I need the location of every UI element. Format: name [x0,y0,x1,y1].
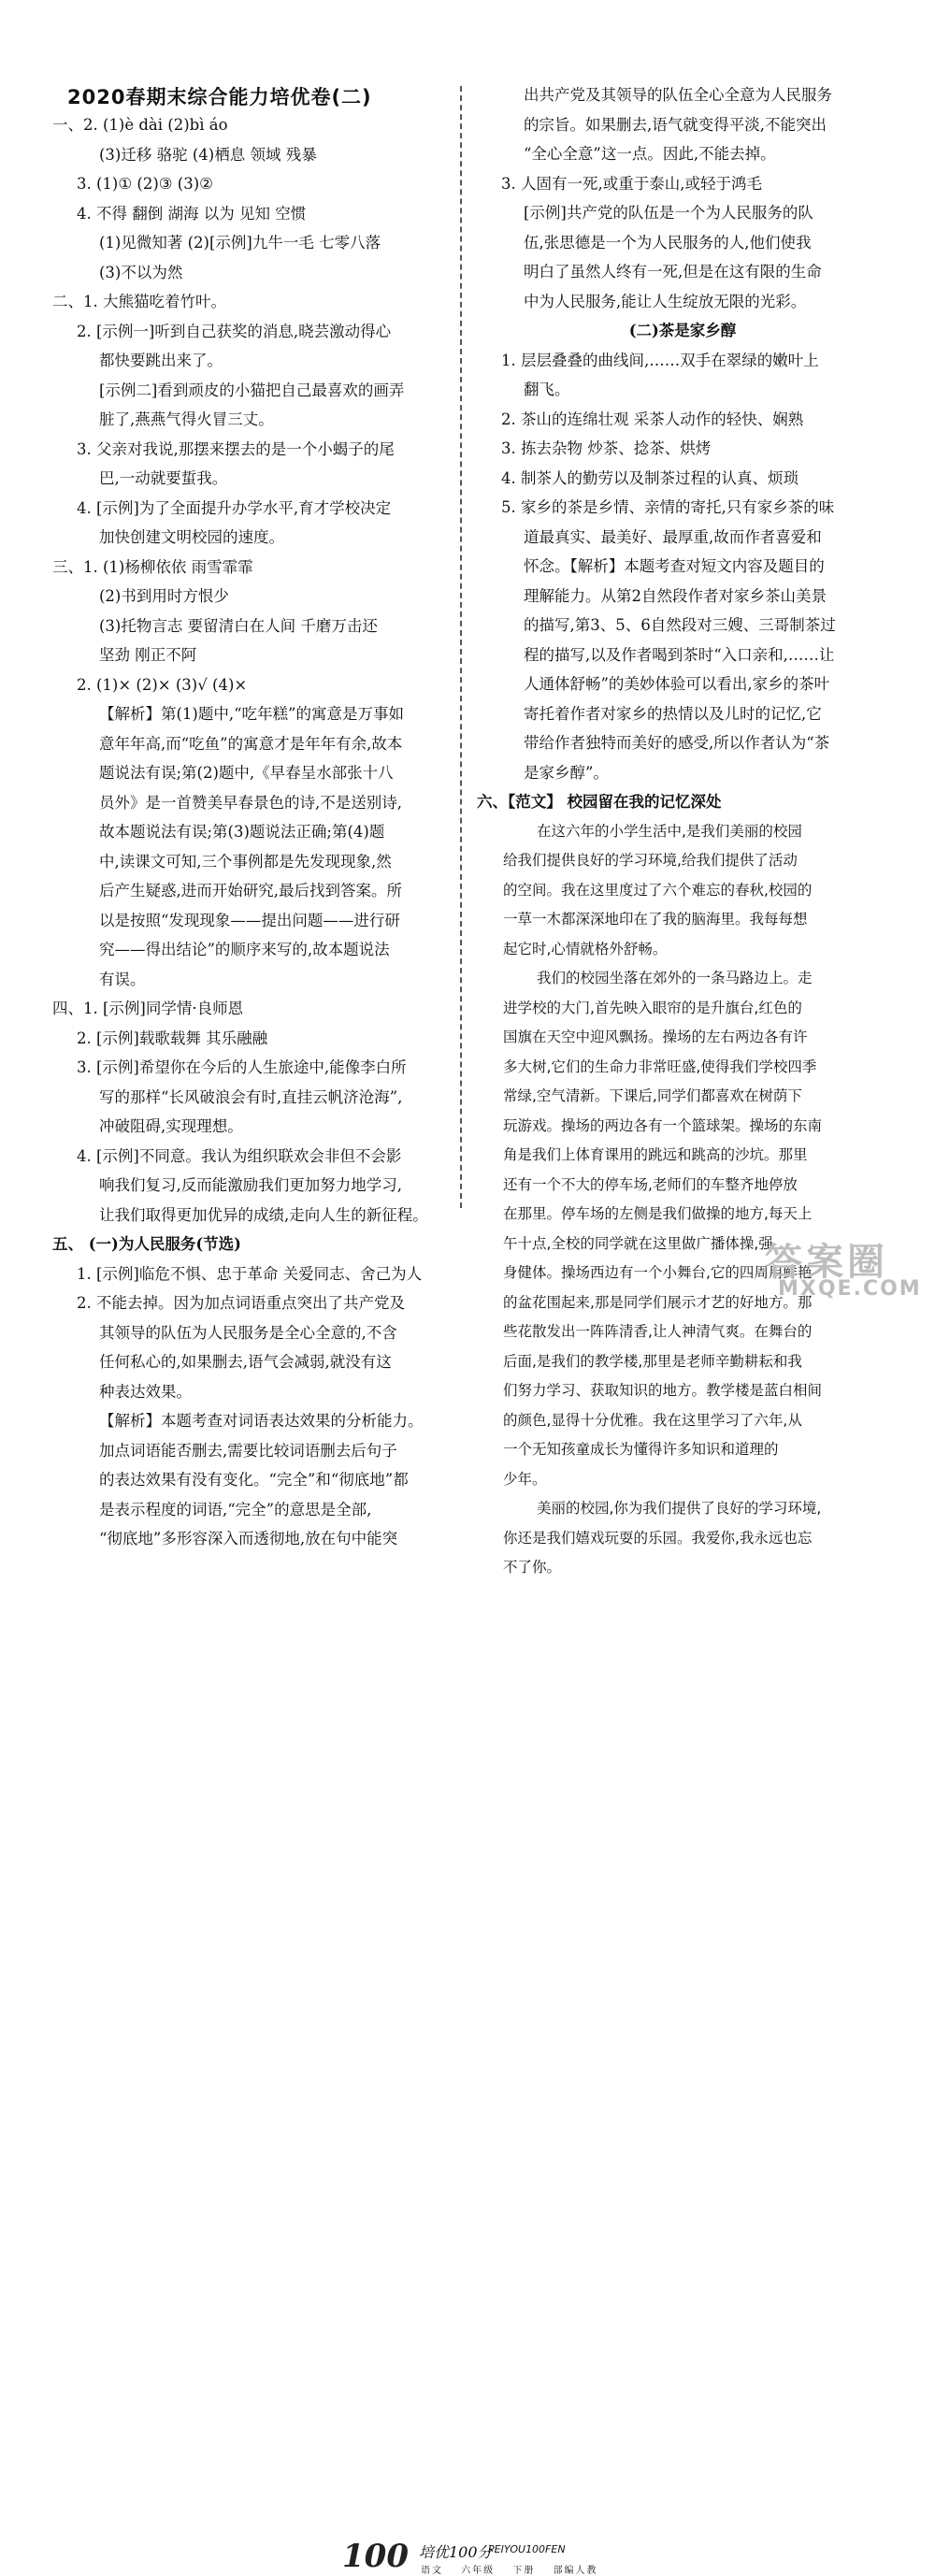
text-line: 3. 拣去杂物 炒茶、捻茶、烘烤 [501,439,712,457]
text-line: 4. [示例]为了全面提升办学水平,育才学校决定 [77,498,392,517]
text-line: “全心全意”这一点。因此,不能去掉。 [524,145,776,163]
text-line: (二)茶是家乡醇 [628,322,737,339]
text-line: 【解析】第(1)题中,“吃年糕”的寓意是万事如 [99,705,404,723]
text-line: 起它时,心情就格外舒畅。 [503,940,668,957]
text-line: 脏了,燕燕气得火冒三丈。 [99,410,274,428]
text-line: 坚劲 刚正不阿 [99,646,197,664]
brand-name-en: PEIYOU100FEN [488,2543,566,2555]
text-line: 身健体。操场西边有一个小舞台,它的四周用鲜艳 [503,1264,813,1281]
text-line: 任何私心的,如果删去,语气会减弱,就没有这 [99,1353,392,1371]
text-line: 进学校的大门,首先映入眼帘的是升旗台,红色的 [503,999,802,1016]
text-line: 员外》是一首赞美早春景色的诗,不是送别诗, [99,793,402,812]
text-line: 一草一木都深深地印在了我的脑海里。我每每想 [503,911,808,928]
text-line: 午十点,全校的同学就在这里做广播体操,强 [503,1234,773,1252]
text-line: “彻底地”多形容深入而透彻地,放在句中能突 [99,1530,398,1547]
volume-label: 下册 [512,2566,536,2576]
text-line: 2. [示例一]听到自己获奖的消息,晓芸激动得心 [77,322,392,340]
text-line: 出共产党及其领导的队伍全心全意为人民服务 [524,86,832,104]
text-line: 题说法有误;第(2)题中,《早春呈水部张十八 [99,764,394,782]
text-line: 4. 不得 翻倒 湖海 以为 见知 空惯 [77,204,307,223]
text-line: 冲破阻碍,实现理想。 [99,1117,243,1135]
text-line: 的空间。我在这里度过了六个难忘的春秋,校园的 [503,881,813,899]
text-line: [示例]共产党的队伍是一个为人民服务的队 [524,204,813,222]
text-line: 角是我们上体育课用的跳远和跳高的沙坑。那里 [503,1146,808,1163]
text-line: 在那里。停车场的左侧是我们做操的地方,每天上 [503,1205,813,1222]
text-line: 都快要跳出来了。 [99,352,223,369]
text-line: 五、 (一)为人民服务(节选) [52,1235,241,1253]
watermark-sub: MXQE.COM [778,1277,922,1301]
text-line: 玩游戏。操场的两边各有一个篮球架。操场的东南 [503,1116,823,1134]
text-line: 伍,张思德是一个为人民服务的人,他们使我 [524,233,812,252]
text-line: 三、1. (1)杨柳依依 雨雪霏霏 [52,557,253,576]
text-line: 翻飞。 [524,381,570,398]
text-line: 后产生疑惑,进而开始研究,最后找到答案。所 [99,882,402,899]
text-line: 理解能力。从第2自然段作者对家乡茶山美景 [524,586,827,605]
text-line: 3. 人固有一死,或重于泰山,或轻于鸿毛 [501,174,762,193]
text-line: 六、【范文】 校园留在我的记忆深处 [477,793,722,811]
text-line: 以是按照“发现现象——提出问题——进行研 [99,911,400,929]
book-meta [421,2562,611,2576]
right-column [477,80,888,1583]
text-line: 1. 层层叠叠的曲线间,……双手在翠绿的嫩叶上 [501,351,819,369]
text-line: (1)见微知著 (2)[示例]九牛一毛 七零八落 [99,234,381,252]
text-line: 中,读课文可知,三个事例都是先发现现象,然 [99,852,392,871]
text-line: 1. [示例]临危不惧、忠于革命 关爱同志、舍己为人 [77,1264,423,1283]
text-line: 巴,一动就要蜇我。 [99,469,228,487]
text-line: 少年。 [503,1470,547,1488]
text-line: 的表达效果有没有变化。“完全”和“彻底地”都 [99,1471,409,1489]
text-line: 道最真实、最美好、最厚重,故而作者喜爱和 [524,527,822,546]
watermark-main: 答案圈 [765,1241,888,1284]
text-line: 5. 家乡的茶是乡情、亲情的寄托,只有家乡茶的味 [501,498,835,516]
text-line: 一个无知孩童成长为懂得许多知识和道理的 [503,1441,779,1458]
text-line: (3)不以为然 [99,263,183,281]
text-line: 四、1. [示例]同学情·良师恩 [52,1000,244,1017]
text-line: 3. 父亲对我说,那摆来摆去的是一个小蝎子的尾 [77,439,395,458]
text-line: 加快创建文明校园的速度。 [99,528,284,546]
text-line: 明白了虽然人终有一死,但是在这有限的生命 [524,263,822,281]
text-line: 4. [示例]不同意。我认为组织联欢会非但不会影 [77,1146,402,1165]
text-line: 在这六年的小学生活中,是我们美丽的校园 [537,822,802,840]
text-line: 2. (1)× (2)× (3)√ (4)× [77,675,248,694]
text-line: 多大树,它们的生命力非常旺盛,使得我们学校四季 [503,1058,817,1075]
edition-label: 部编人教 [553,2566,598,2576]
left-column [52,110,453,1554]
text-line: 常绿,空气清新。下课后,同学们都喜欢在树荫下 [503,1087,802,1104]
text-line: 美丽的校园,你为我们提供了良好的学习环境, [537,1500,822,1517]
text-line: 3. (1)① (2)③ (3)② [77,175,213,193]
text-line: 写的那样“长风破浪会有时,直挂云帆济沧海”, [99,1087,403,1106]
text-line: 响我们复习,反而能激励我们更加努力地学习, [99,1176,402,1194]
text-line: (3)迁移 骆驼 (4)栖息 领域 残暴 [99,145,317,164]
text-line: 不了你。 [503,1559,562,1576]
text-line: 中为人民服务,能让人生绽放无限的光彩。 [524,292,807,310]
text-line: 有误。 [99,970,146,988]
text-line: 些花散发出一阵阵清香,让人神清气爽。在舞台的 [503,1323,813,1340]
grade-label: 六年级 [461,2566,496,2576]
text-line: 我们的校园坐落在郊外的一条马路边上。走 [537,970,813,986]
text-line: [示例二]看到顽皮的小猫把自己最喜欢的画弄 [99,381,405,399]
text-line: 国旗在天空中迎风飘扬。操场的左右两边各有许 [503,1029,808,1045]
watermark-logo [765,1232,922,1305]
text-line: 二、1. 大熊猫吃着竹叶。 [52,293,226,310]
text-line: 究——得出结论”的顺序来写的,故本题说法 [99,941,390,958]
text-line: 后面,是我们的教学楼,那里是老师辛勤耕耘和我 [503,1352,802,1370]
page-title: 2020春期末综合能力培优卷(二) [67,86,372,108]
text-line: 给我们提供良好的学习环境,给我们提供了活动 [503,852,798,869]
column-divider [460,86,462,1208]
text-line: 2. 不能去掉。因为加点词语重点突出了共产党及 [77,1294,405,1312]
text-line: (3)托物言志 要留清白在人间 千磨万击还 [99,616,378,635]
text-line: 2. 茶山的连绵壮观 采茶人动作的轻快、娴熟 [501,410,804,428]
text-line: 【解析】本题考查对词语表达效果的分析能力。 [99,1412,424,1430]
text-line: 人通体舒畅”的美妙体验可以看出,家乡的茶叶 [524,675,830,693]
page-number: 100 [342,2538,409,2575]
text-line: 3. [示例]希望你在今后的人生旅途中,能像李白所 [77,1058,407,1076]
text-line: 的宗旨。如果删去,语气就变得平淡,不能突出 [524,115,827,134]
text-line: 其领导的队伍为人民服务是全心全意的,不含 [99,1323,397,1342]
text-line: (2)书到用时方恨少 [99,587,229,605]
text-line: 是家乡醇”。 [524,763,609,782]
text-line: 还有一个不大的停车场,老师们的车整齐地停放 [503,1175,798,1193]
text-line: 让我们取得更加优异的成绩,走向人生的新征程。 [99,1205,428,1224]
text-line: 故本题说法有误;第(3)题说法正确;第(4)题 [99,823,385,841]
subject-label: 语文 [421,2566,443,2576]
text-line: 们努力学习、获取知识的地方。教学楼是蓝白相间 [503,1382,823,1399]
text-line: 怀念。【解析】本题考查对短文内容及题目的 [524,557,825,575]
text-line: 寄托着作者对家乡的热情以及儿时的记忆,它 [524,704,822,723]
text-line: 意年年高,而“吃鱼”的寓意才是年年有余,故本 [99,734,403,753]
text-line: 的盆花围起来,那是同学们展示才艺的好地方。那 [503,1293,813,1311]
text-line: 2. [示例]载歌载舞 其乐融融 [77,1029,268,1047]
text-line: 的颜色,显得十分优雅。我在这里学习了六年,从 [503,1411,802,1429]
text-line: 带给作者独特而美好的感受,所以作者认为“茶 [524,734,830,752]
text-line: 你还是我们嬉戏玩耍的乐园。我爱你,我永远也忘 [503,1529,813,1547]
text-line: 种表达效果。 [99,1382,192,1401]
brand-name: 培优100分 [419,2543,493,2561]
text-line: 加点词语能否删去,需要比较词语删去后句子 [99,1441,397,1460]
text-line: 是表示程度的词语,“完全”的意思是全部, [99,1500,372,1518]
text-line: 一、2. (1)è dài (2)bì áo [52,116,228,134]
text-line: 4. 制茶人的勤劳以及制茶过程的认真、烦琐 [501,468,798,487]
text-line: 程的描写,以及作者喝到茶时“入口亲和,……让 [524,645,835,664]
text-line: 的描写,第3、5、6自然段对三嫂、三哥制茶过 [524,616,836,634]
